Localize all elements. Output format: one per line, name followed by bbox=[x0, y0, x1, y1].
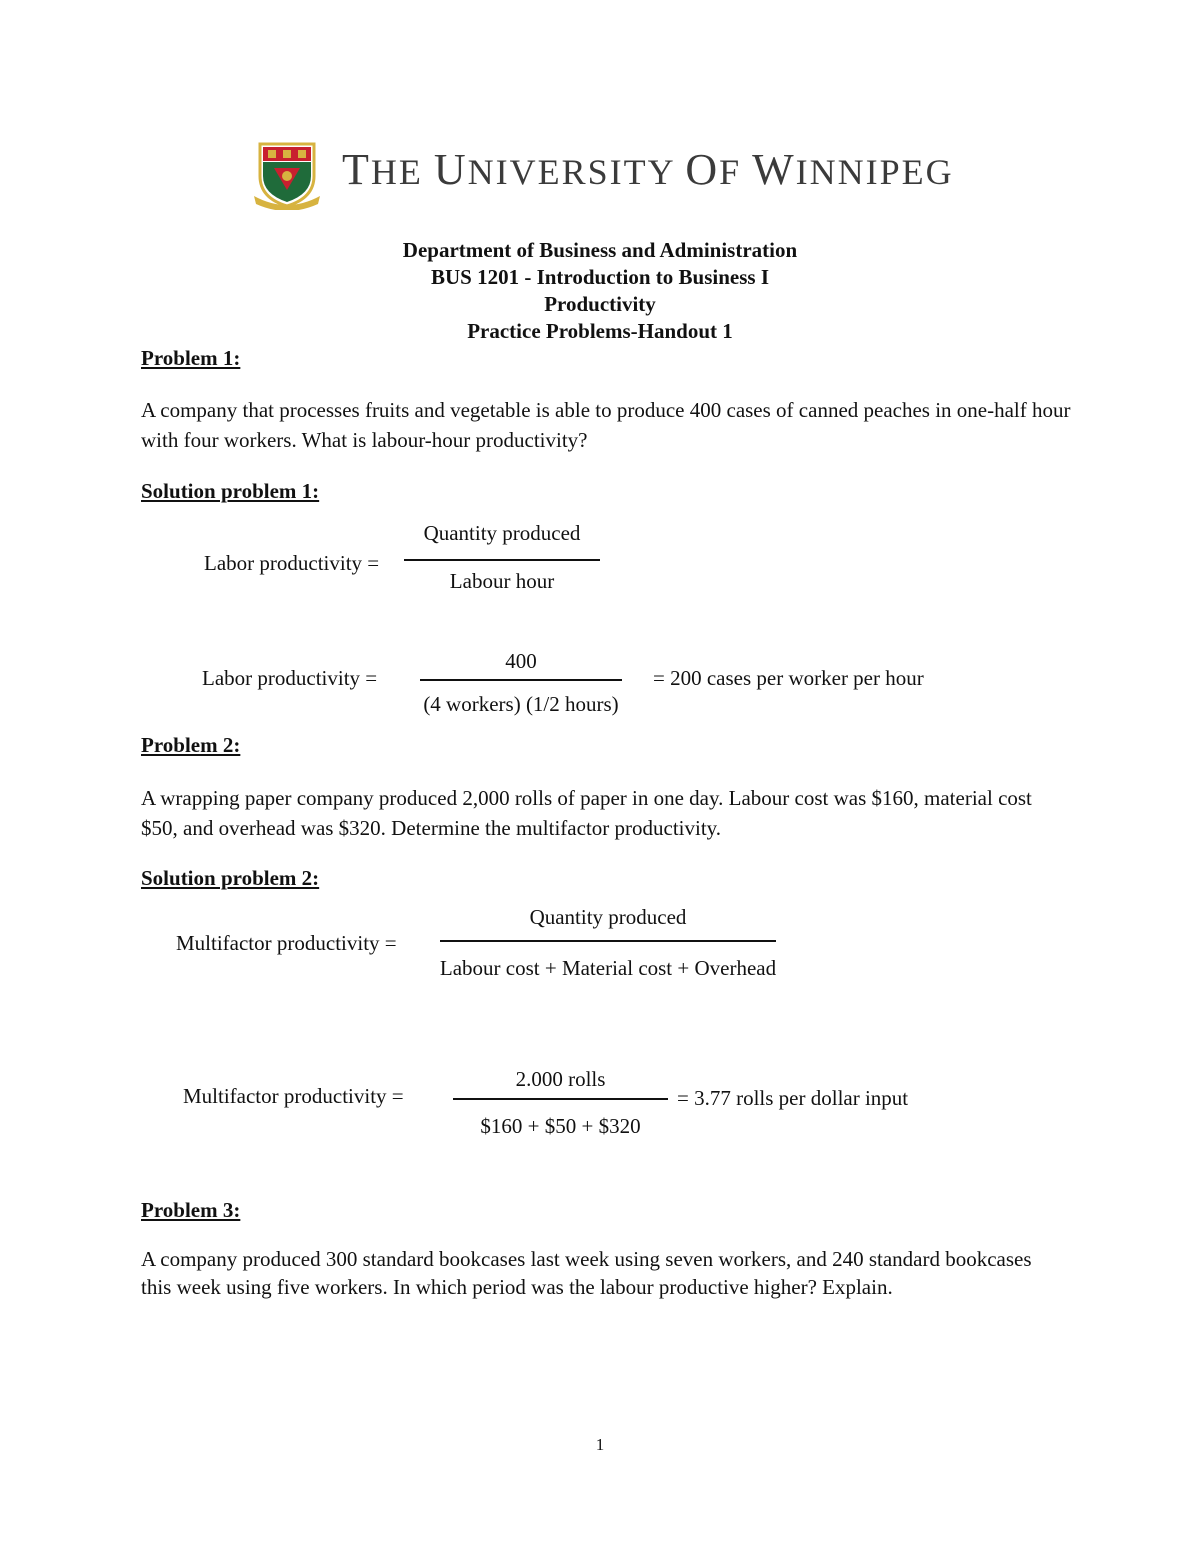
formula-1-numerator: Quantity produced bbox=[423, 521, 581, 545]
calc-2-numerator: 2.000 rolls bbox=[515, 1067, 606, 1091]
crest-icon bbox=[252, 140, 322, 210]
fraction-bar bbox=[404, 559, 600, 561]
fraction-bar bbox=[453, 1098, 668, 1100]
problem-3-heading: Problem 3: bbox=[141, 1198, 241, 1222]
formula-2-denominator: Labour cost + Material cost + Overhead bbox=[439, 956, 777, 980]
problem-2-text: A wrapping paper company produced 2,000 rolls of paper in one day. Labour cost was $160, material cost $50, and overhead was $320. Determine the multifactor productivity. bbox=[141, 786, 1032, 840]
fraction-bar bbox=[420, 679, 622, 681]
calc-1-denominator: (4 workers) (1/2 hours) bbox=[423, 692, 619, 716]
page-number: 1 bbox=[595, 1435, 605, 1454]
calc-2-result: = 3.77 rolls per dollar input bbox=[677, 1086, 909, 1110]
solution-1-heading: Solution problem 1: bbox=[141, 479, 320, 503]
calc-1-lhs: Labor productivity = bbox=[202, 666, 378, 690]
calc-2-lhs: Multifactor productivity = bbox=[183, 1084, 404, 1108]
calc-1-result: = 200 cases per worker per hour bbox=[653, 666, 924, 690]
formula-1-denominator: Labour hour bbox=[449, 569, 555, 593]
department-title: Department of Business and Administration bbox=[402, 238, 798, 262]
problem-1-heading: Problem 1: bbox=[141, 346, 241, 370]
university-name: THE UNIVERSITY OF WINNIPEG bbox=[342, 145, 954, 194]
calc-1-numerator: 400 bbox=[505, 649, 537, 673]
topic-title: Productivity bbox=[544, 292, 656, 316]
calc-2-denominator: $160 + $50 + $320 bbox=[480, 1114, 641, 1138]
problem-2-heading: Problem 2: bbox=[141, 733, 241, 757]
fraction-bar bbox=[440, 940, 776, 942]
course-title: BUS 1201 - Introduction to Business I bbox=[430, 265, 770, 289]
formula-1-lhs: Labor productivity = bbox=[204, 551, 380, 575]
formula-2-numerator: Quantity produced bbox=[529, 905, 687, 929]
problem-1-text: A company that processes fruits and vegetable is able to produce 400 cases of canned peaches in one-half hour with four workers. What is labour-hour productivity? bbox=[141, 398, 1071, 452]
solution-2-heading: Solution problem 2: bbox=[141, 866, 320, 890]
formula-2-lhs: Multifactor productivity = bbox=[176, 931, 397, 955]
handout-title: Practice Problems-Handout 1 bbox=[467, 319, 733, 343]
university-logo bbox=[252, 140, 954, 210]
problem-3-text: A company produced 300 standard bookcases last week using seven workers, and 240 standard bookcases this week using five workers. In which period was the labour productive higher? Explain. bbox=[141, 1247, 1032, 1299]
